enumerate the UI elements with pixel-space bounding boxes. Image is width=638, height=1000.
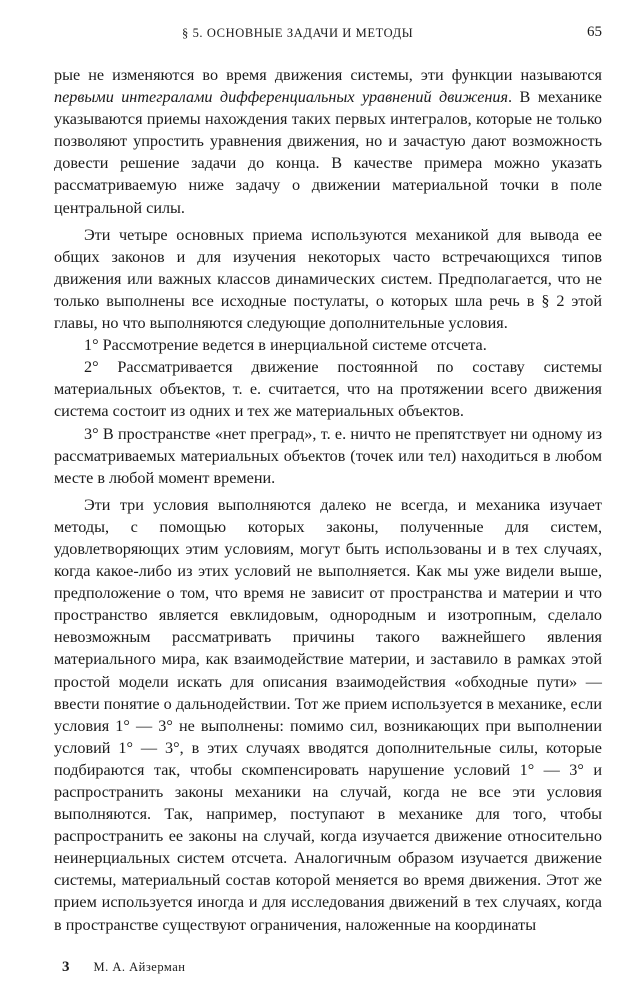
- paragraph-main-methods: Эти четыре основных приема используются механикой для вывода ее общих законов и для изучения некоторых часто встречающихся типов движения или важных классов динамических систем. Предполагается, что не только выполнены все исходные постулаты, о которых шла речь в § 2 этой главы, но что выполняются следующие дополнительные условия.: [54, 225, 602, 333]
- page-footer: [62, 958, 185, 978]
- condition-3: 3° В пространстве «нет преград», т. е. ничто не препятствует ни одному из рассматриваемых материальных объектов (точек или тел) находиться в любом месте в любой момент времени.: [54, 424, 602, 487]
- page-number: 65: [587, 24, 602, 40]
- author-signature: М. А. Айзерман: [93, 960, 186, 974]
- condition-2: 2° Рассматривается движение постоянной по составу системы материальных объектов, т. е. считается, что на протяжении всего движения система состоит из одних и тех же материальных объектов.: [54, 358, 602, 421]
- signature-mark: 3: [62, 959, 70, 975]
- condition-1: 1° Рассмотрение ведется в инерциальной системе отсчета.: [84, 336, 487, 355]
- body-text: [54, 64, 602, 936]
- running-header: [54, 24, 602, 46]
- paragraph-text-end: . В механике указываются приемы нахождения таких первых интегралов, которые не только позволяют упростить уравнения движения, но и зачастую дают возможность довести решение задачи до конца. В качестве примера можно указать рассматриваемую ниже задачу о движении материальной точки в поле центральной силы.: [54, 88, 602, 217]
- paragraph-continuation: [54, 64, 602, 219]
- paragraph-text-start: рые не изменяются во время движения системы, эти функции называются: [54, 66, 602, 84]
- section-title: § 5. ОСНОВНЫЕ ЗАДАЧИ И МЕТОДЫ: [182, 26, 414, 40]
- italic-term: первыми интегралами дифференциальных уравнений движения: [54, 88, 509, 107]
- paragraph-conditions-discussion: Эти три условия выполняются далеко не всегда, и механика изучает методы, с помощью которых законы, полученные для систем, удовлетворяющих этим условиям, могут быть использованы и в тех случаях, когда какое-либо из этих условий не выполняется. Как мы уже видели выше, предположение о том, что время не зависит от пространства и материи и что пространство является евклидовым, однородным и изотропным, сделало невозможным рассматривать причины такого важнейшего явления материального мира, как взаимодействие материи, и заставило в рамках этой простой модели искать для описания взаимодействия «обходные пути» — ввести понятие о дальнодействии. Тот же прием используется в механике, если условия 1° — 3° не выполнены: помимо сил, возникающих при выполнении условий 1° — 3°, в этих случаях вводятся дополнительные силы, которые подбираются так, чтобы скомпенсировать нарушение условий 1° — 3° и распространить законы механики на случай, когда не все эти условия выполняются. Так, например, поступают в механике для того, чтобы распространить ее законы на случай, когда изучается движение относительно неинерциальных систем отсчета. Аналогичным образом изучается движение системы, материальный состав которой меняется во время движения. Этот же прием используется иногда и для исследования движений в тех случаях, когда в пространстве существуют ограничения, наложенные на координаты: [54, 495, 602, 934]
